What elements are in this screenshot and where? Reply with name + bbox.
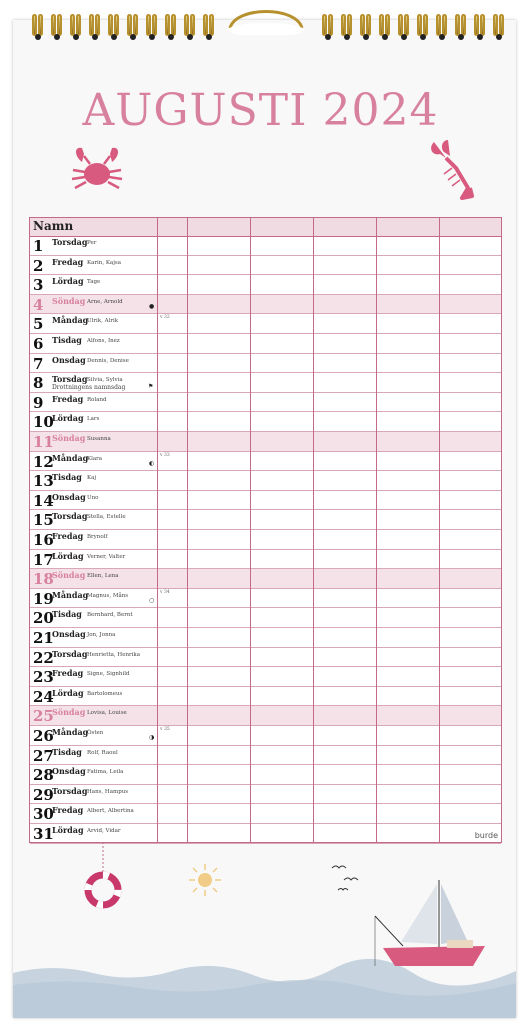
day-row bbox=[30, 569, 501, 589]
weekday-label: Torsdag bbox=[52, 785, 88, 796]
weekday-label: Söndag bbox=[52, 570, 86, 581]
day-row bbox=[30, 726, 501, 746]
name-day-names: Alfons, Inez bbox=[87, 338, 120, 344]
week-number: v 35 bbox=[160, 727, 170, 732]
weekday-label: Fredag bbox=[52, 393, 84, 404]
month-title: AUGUSTI 2024 bbox=[82, 85, 439, 136]
name-day-names: Per bbox=[87, 240, 97, 246]
weekday-label: Fredag bbox=[52, 668, 84, 679]
name-day-names: Östen bbox=[87, 730, 104, 736]
day-row bbox=[30, 765, 501, 785]
day-number: 23 bbox=[33, 668, 54, 687]
day-row bbox=[30, 608, 501, 628]
weekday-label: Söndag bbox=[52, 295, 86, 306]
day-row bbox=[30, 491, 501, 511]
weekday-label: Fredag bbox=[52, 805, 84, 816]
day-row bbox=[30, 648, 501, 668]
name-day-names: Kaj bbox=[87, 475, 97, 482]
week-number: v 34 bbox=[160, 589, 170, 595]
column-divider bbox=[376, 218, 377, 842]
weekday-label: Lördag bbox=[52, 687, 84, 698]
name-day-names: Fatima, Leila bbox=[87, 769, 124, 776]
day-row bbox=[30, 628, 501, 648]
weekday-label: Fredag bbox=[52, 531, 84, 541]
day-row bbox=[30, 471, 501, 491]
day-row bbox=[30, 746, 501, 766]
weekday-label: Torsdag bbox=[52, 374, 88, 385]
day-number: 7 bbox=[33, 354, 44, 373]
day-row bbox=[30, 314, 501, 334]
day-number: 16 bbox=[33, 531, 54, 549]
day-number: 25 bbox=[33, 707, 54, 726]
weekday-label: Lördag bbox=[52, 276, 84, 287]
day-row bbox=[30, 510, 501, 530]
birds-icon bbox=[330, 862, 370, 894]
day-row bbox=[30, 432, 501, 452]
day-row bbox=[30, 275, 501, 295]
name-day-names: Klara bbox=[87, 455, 103, 462]
day-number: 20 bbox=[33, 609, 54, 628]
day-number: 22 bbox=[33, 648, 54, 667]
day-number: 29 bbox=[33, 785, 54, 804]
day-row bbox=[30, 393, 501, 413]
column-divider bbox=[250, 218, 251, 842]
name-day-names: Brynolf bbox=[87, 534, 108, 540]
day-number: 6 bbox=[33, 335, 44, 353]
weekday-label: Söndag bbox=[52, 433, 86, 443]
day-row bbox=[30, 589, 501, 609]
day-number: 27 bbox=[33, 746, 54, 765]
name-day-names: Jon, Jonna bbox=[87, 632, 116, 638]
weekday-label: Måndag bbox=[52, 452, 89, 463]
lifebuoy-icon bbox=[80, 842, 126, 912]
name-day-names: Silvia, Sylvia bbox=[87, 377, 123, 384]
day-row bbox=[30, 236, 501, 256]
weekday-label: Onsdag bbox=[52, 354, 86, 365]
weekday-label: Onsdag bbox=[52, 629, 86, 639]
day-row bbox=[30, 785, 501, 805]
weekday-label: Lördag bbox=[52, 413, 84, 424]
name-day-names: Arvid, Vidar bbox=[87, 828, 121, 834]
weekday-label: Måndag bbox=[52, 727, 89, 737]
day-number: 5 bbox=[33, 315, 44, 334]
day-number: 2 bbox=[33, 256, 44, 275]
flag-day-icon: ⚑ bbox=[148, 383, 154, 391]
day-number: 1 bbox=[33, 237, 44, 255]
name-day-names: Uno bbox=[87, 494, 99, 501]
weekday-label: Tisdag bbox=[52, 472, 82, 483]
name-day-names: Bernhard, Bernt bbox=[87, 612, 133, 619]
weekday-label: Måndag bbox=[52, 315, 89, 326]
day-row bbox=[30, 295, 501, 315]
day-row bbox=[30, 452, 501, 472]
column-divider bbox=[157, 218, 158, 842]
day-number: 12 bbox=[33, 452, 54, 471]
day-number: 26 bbox=[33, 727, 54, 745]
day-number: 30 bbox=[33, 805, 54, 824]
weekday-label: Tisdag bbox=[52, 335, 82, 345]
name-day-names: Roland bbox=[87, 396, 107, 403]
day-row bbox=[30, 706, 501, 726]
name-day-names: Ellen, Lena bbox=[87, 573, 119, 580]
name-day-names: Dennis, Denise bbox=[87, 357, 129, 364]
day-row bbox=[30, 334, 501, 354]
day-row bbox=[30, 373, 501, 393]
day-row bbox=[30, 256, 501, 276]
day-number: 4 bbox=[33, 295, 44, 314]
moon-phase-icon: ◑ bbox=[149, 734, 155, 741]
day-number: 19 bbox=[33, 589, 54, 608]
weekday-label: Måndag bbox=[52, 589, 89, 600]
day-number: 13 bbox=[33, 472, 54, 491]
column-divider bbox=[313, 218, 314, 842]
weekday-label: Torsdag bbox=[52, 648, 88, 659]
weekday-label: Lördag bbox=[52, 825, 84, 835]
day-row bbox=[30, 550, 501, 570]
moon-phase-icon: ◐ bbox=[149, 459, 155, 467]
column-divider bbox=[187, 218, 188, 842]
weekday-label: Torsdag bbox=[52, 237, 88, 247]
brand-logo: burde bbox=[474, 831, 498, 840]
name-day-names: Susanna bbox=[87, 436, 111, 442]
day-row bbox=[30, 667, 501, 687]
name-day-names: Henrietta, Henrika bbox=[87, 651, 141, 658]
day-number: 17 bbox=[33, 550, 54, 569]
column-divider bbox=[439, 218, 440, 842]
weekday-label: Fredag bbox=[52, 256, 84, 267]
lobster-icon bbox=[426, 138, 478, 202]
day-number: 21 bbox=[33, 629, 54, 647]
day-row bbox=[30, 824, 501, 844]
day-number: 28 bbox=[33, 766, 54, 785]
names-column-header: Namn bbox=[33, 219, 74, 233]
moon-phase-icon: ● bbox=[149, 302, 155, 310]
crab-icon bbox=[68, 142, 126, 196]
name-day-names: Tage bbox=[87, 279, 101, 286]
weekday-label: Torsdag bbox=[52, 511, 88, 522]
name-day-names: Albert, Albertina bbox=[87, 808, 134, 815]
day-row bbox=[30, 530, 501, 550]
weekday-label: Tisdag bbox=[52, 746, 82, 757]
name-day-names: Ulrik, Alrik bbox=[87, 318, 119, 325]
day-number: 9 bbox=[33, 393, 44, 412]
sun-icon bbox=[187, 862, 223, 898]
weekday-label: Onsdag bbox=[52, 491, 86, 502]
name-day-names: Rolf, Raoul bbox=[87, 749, 118, 756]
name-day-names: Arne, Arnold bbox=[87, 298, 123, 305]
day-row bbox=[30, 354, 501, 374]
sailboat-icon bbox=[373, 876, 493, 971]
day-row bbox=[30, 687, 501, 707]
name-day-names: Karin, Kajsa bbox=[87, 259, 122, 266]
day-number: 18 bbox=[33, 570, 54, 589]
day-number: 24 bbox=[33, 687, 54, 706]
week-number: v 33 bbox=[160, 452, 170, 458]
day-number: 8 bbox=[33, 374, 44, 393]
weekday-label: Onsdag bbox=[52, 766, 86, 777]
name-day-names: Magnus, Måns bbox=[87, 592, 129, 599]
day-row bbox=[30, 412, 501, 432]
name-day-names: Bartolomeus bbox=[87, 690, 123, 697]
name-day-names: Lars bbox=[87, 416, 100, 423]
name-day-names: Verner, Valter bbox=[87, 553, 126, 560]
calendar-grid bbox=[29, 217, 502, 843]
name-day-names: Signe, Signhild bbox=[87, 671, 130, 678]
day-number: 15 bbox=[33, 511, 54, 530]
week-number: v 32 bbox=[160, 315, 170, 321]
name-day-names: Lovisa, Louise bbox=[87, 710, 127, 717]
day-number: 31 bbox=[33, 825, 54, 843]
weekday-label: Söndag bbox=[52, 707, 86, 718]
weekday-label: Tisdag bbox=[52, 609, 82, 620]
special-note: Drottningens namnsdag bbox=[52, 384, 126, 392]
day-row bbox=[30, 804, 501, 824]
name-day-names: Hans, Hampus bbox=[87, 788, 129, 795]
weekday-label: Lördag bbox=[52, 550, 84, 561]
grid-header bbox=[30, 218, 501, 237]
day-number: 10 bbox=[33, 413, 54, 432]
hanger-hook-icon bbox=[226, 0, 306, 35]
day-number: 14 bbox=[33, 491, 54, 510]
day-number: 3 bbox=[33, 276, 44, 295]
name-day-names: Stella, Estelle bbox=[87, 514, 126, 521]
moon-phase-icon: ○ bbox=[149, 596, 155, 604]
day-number: 11 bbox=[33, 433, 54, 451]
